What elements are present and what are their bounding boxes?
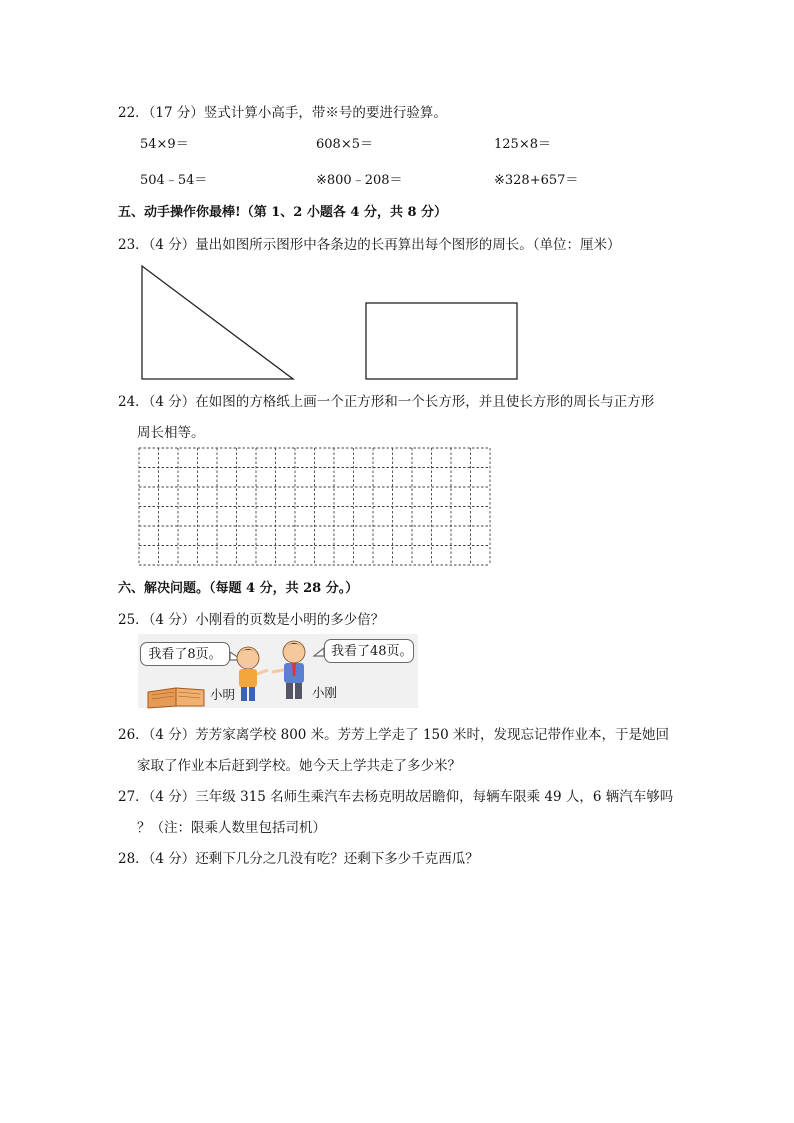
name-label-xiaoming: 小明	[210, 687, 236, 702]
dotted-grid-paper	[138, 447, 492, 568]
speech-bubble-right: 我看了48页。	[324, 639, 414, 663]
q22-calc-6: ※328+657＝	[494, 173, 579, 188]
boy-xiaogang-icon	[272, 641, 305, 699]
q27-text-line2: ？（注：限乘人数里包括司机）	[137, 820, 326, 836]
q24-text-line1: 24．（4 分）在如图的方格纸上画一个正方形和一个长方形，并且使长方形的周长与正方形	[118, 394, 655, 410]
q27-text-line1: 27．（4 分）三年级 315 名师生乘汽车去杨克明故居瞻仰，每辆车限乘 49 人，6 辆汽车够吗	[118, 789, 674, 805]
q25-drawing	[138, 634, 418, 708]
speech-bubble-left: 我看了8页。	[140, 642, 230, 666]
q26-text-line2: 家取了作业本后赶到学校。她今天上学共走了多少米？	[137, 758, 461, 774]
name-label-xiaogang: 小刚	[312, 685, 338, 700]
q23-text: 23．（4 分）量出如图所示图形中各条边的长再算出每个图形的周长。（单位：厘米）	[118, 237, 621, 253]
section6-title: 六、解决问题。（每题 4 分，共 28 分。）	[118, 581, 359, 596]
triangle-figure	[142, 266, 293, 379]
q22-calc-5: ※800﹣208＝	[316, 173, 403, 188]
q25-text: 25．（4 分）小刚看的页数是小明的多少倍？	[118, 612, 385, 628]
q22-calc-1: 54×9＝	[140, 137, 189, 152]
boy-xiaoming-icon	[237, 647, 268, 701]
q22-calc-2: 608×5＝	[316, 137, 373, 152]
q25-illustration	[138, 634, 418, 708]
q24-text-line2: 周长相等。	[137, 425, 205, 441]
q28-text: 28．（4 分）还剩下几分之几没有吃？还剩下多少千克西瓜？	[118, 851, 479, 867]
q22-text: 22．（17 分）竖式计算小高手，带※号的要进行验算。	[118, 105, 447, 121]
q22-calc-3: 125×8＝	[494, 137, 551, 152]
q26-text-line1: 26．（4 分）芳芳家离学校 800 米。芳芳上学走了 150 米时，发现忘记带作业本，于是她回	[118, 727, 670, 743]
q22-calc-4: 504﹣54＝	[140, 173, 208, 188]
section5-title: 五、动手操作你最棒!（第 1、2 小题各 4 分，共 8 分）	[118, 205, 448, 220]
book-icon	[148, 688, 204, 708]
rectangle-figure	[366, 303, 517, 379]
